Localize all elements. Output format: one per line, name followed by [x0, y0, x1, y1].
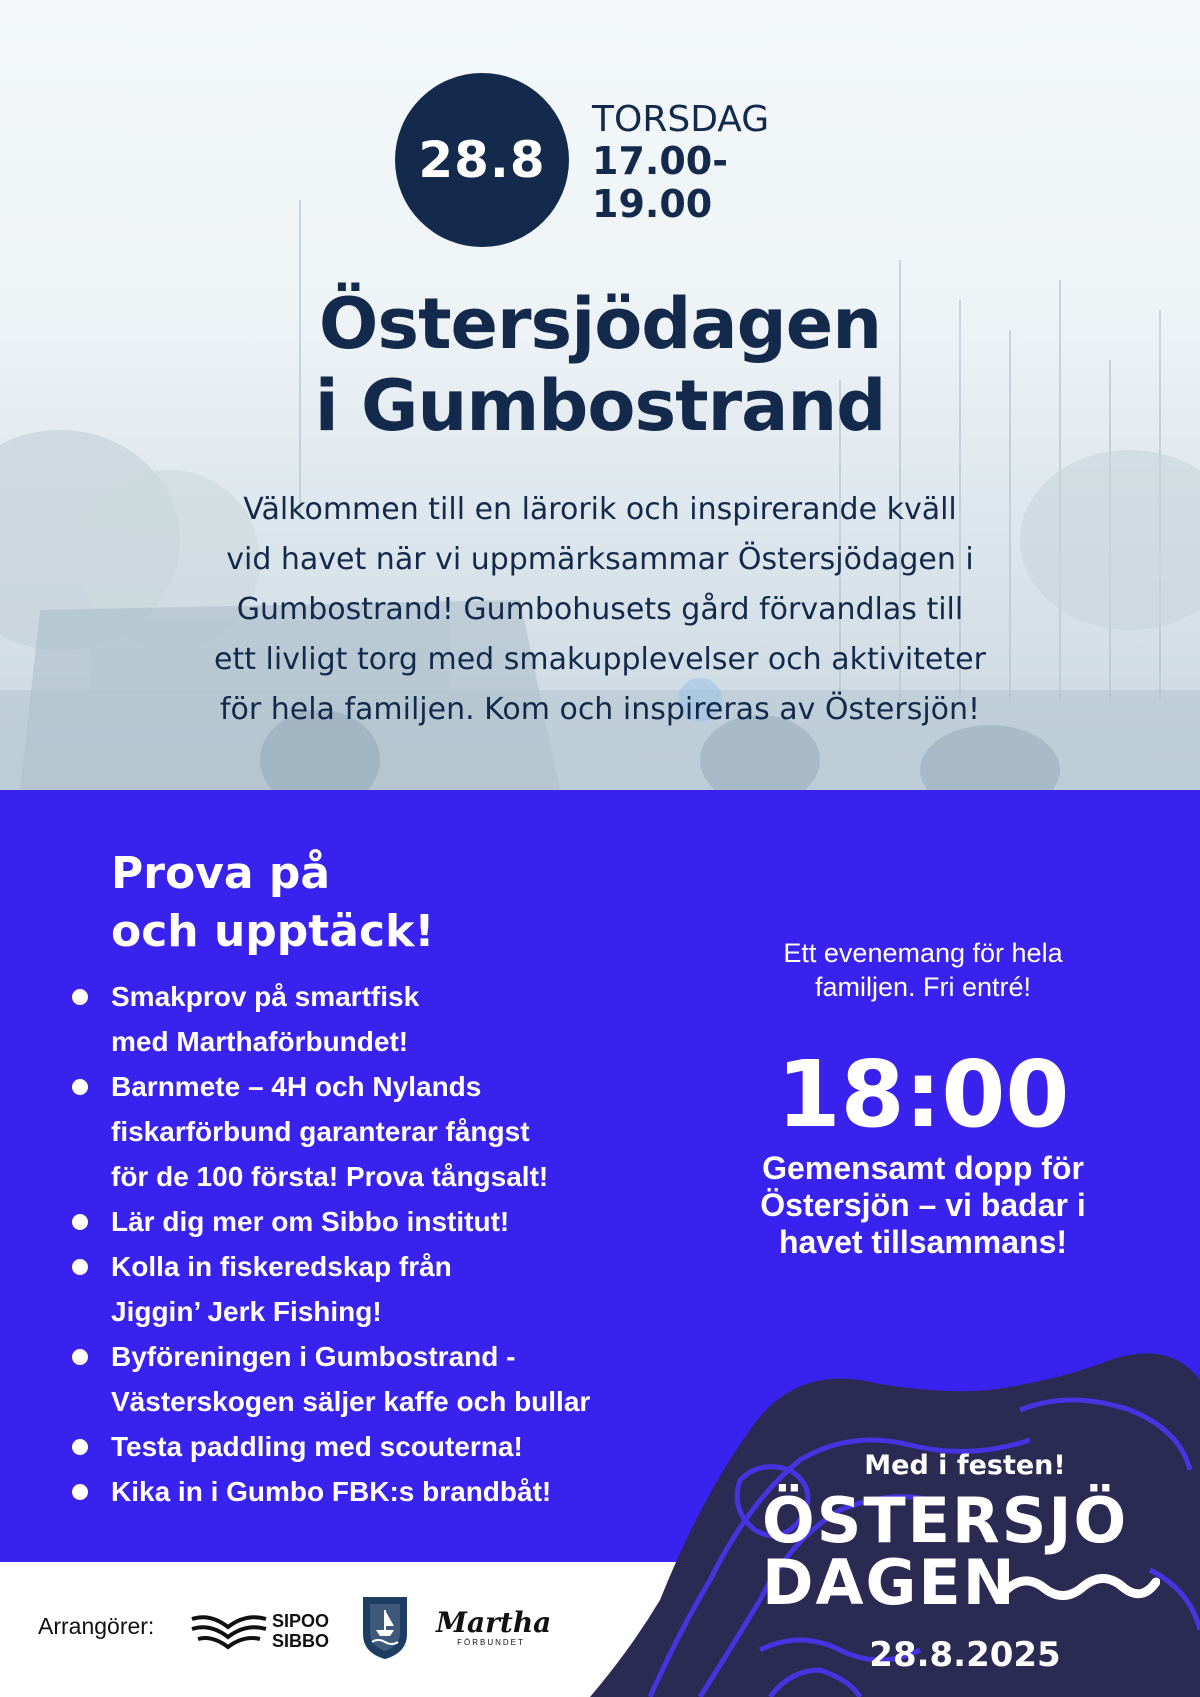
sipoo-wing-icon	[190, 1605, 268, 1655]
list-item-text: Barnmete – 4H och Nylands	[111, 1071, 482, 1102]
list-item-text: för de 100 första! Prova tångsalt!	[111, 1161, 549, 1192]
list-item	[68, 1334, 668, 1424]
badge-tagline: Med i festen!	[864, 1450, 1066, 1481]
intro-line: vid havet när vi uppmärksammar Östersjödagen i	[226, 542, 974, 577]
date-details	[592, 100, 769, 225]
date-circle	[395, 73, 569, 247]
swim-description	[738, 1150, 1108, 1261]
organizers-label: Arrangörer:	[38, 1613, 155, 1639]
list-item-text: Testa paddling med scouterna!	[111, 1431, 523, 1462]
intro-line: för hela familjen. Kom och inspireras av Östersjön!	[219, 692, 981, 727]
badge-title-line: DAGEN	[762, 1546, 1017, 1619]
activities-list	[68, 974, 668, 1514]
list-item-text: Lär dig mer om Sibbo institut!	[111, 1206, 510, 1237]
bullet-icon	[72, 989, 88, 1005]
list-item	[68, 974, 668, 1064]
list-item-text: Kika in i Gumbo FBK:s brandbåt!	[111, 1476, 552, 1507]
list-item-text: Smakprov på smartfisk	[111, 981, 420, 1012]
bullet-icon	[72, 1484, 88, 1500]
coat-of-arms-icon	[362, 1596, 408, 1660]
sipoo-text: SIPOO	[272, 1611, 330, 1631]
list-item	[68, 1244, 668, 1334]
event-weekday: TORSDAG	[592, 99, 770, 140]
event-time-end: 19.00	[592, 181, 713, 226]
bullet-icon	[72, 1349, 88, 1365]
family-note-line: familjen. Fri entré!	[814, 972, 1032, 1002]
martha-logo	[436, 1606, 552, 1658]
list-item	[68, 1064, 668, 1199]
swim-description-line: havet tillsammans!	[778, 1224, 1068, 1260]
title-line: Östersjödagen	[318, 283, 882, 365]
intro-line: Gumbostrand! Gumbohusets gård förvandlas till	[236, 592, 964, 627]
badge-title-line: ÖSTERSJÖ	[762, 1484, 1129, 1557]
martha-logo-subtext: FÖRBUNDET	[457, 1638, 525, 1647]
activities-heading	[111, 845, 434, 961]
list-item-text: Jiggin’ Jerk Fishing!	[111, 1296, 382, 1327]
family-note-line: Ett evenemang för hela	[783, 938, 1063, 968]
list-item	[68, 1199, 668, 1244]
sipoo-logo	[190, 1605, 340, 1655]
heading-line: och upptäck!	[111, 906, 435, 957]
list-item-text: med Marthaförbundet!	[111, 1026, 409, 1057]
event-time-start: 17.00-	[592, 139, 728, 184]
sibbo-text: SIBBO	[272, 1631, 330, 1651]
intro-line: ett livligt torg med smakupplevelser och aktiviteter	[214, 642, 986, 677]
swim-time: 18:00	[776, 1041, 1070, 1148]
list-item-text: fiskarförbund garanterar fångst	[111, 1116, 530, 1147]
list-item	[68, 1469, 668, 1514]
list-item-text: Västerskogen säljer kaffe och bullar	[111, 1386, 591, 1417]
bullet-icon	[72, 1079, 88, 1095]
hero-section	[0, 0, 1200, 790]
list-item-text: Byföreningen i Gumbostrand -	[111, 1341, 516, 1372]
bullet-icon	[72, 1439, 88, 1455]
swim-description-line: Gemensamt dopp för	[762, 1150, 1084, 1186]
heading-line: Prova på	[111, 848, 331, 899]
page-title	[0, 283, 1200, 447]
intro-line: Välkommen till en lärorik och inspirerande kväll	[243, 492, 957, 527]
bullet-icon	[72, 1259, 88, 1275]
martha-logo-text: Martha	[436, 1606, 552, 1639]
family-note	[738, 936, 1108, 1004]
wave-icon	[1000, 1568, 1160, 1604]
badge-date: 28.8.2025	[869, 1635, 1061, 1675]
title-line: i Gumbostrand	[314, 365, 886, 447]
bullet-icon	[72, 1214, 88, 1230]
list-item-text: Kolla in fiskeredskap från	[111, 1251, 452, 1282]
intro-text	[150, 485, 1050, 735]
swim-description-line: Östersjön – vi badar i	[760, 1187, 1086, 1223]
event-date: 28.8	[418, 131, 546, 189]
list-item	[68, 1424, 668, 1469]
